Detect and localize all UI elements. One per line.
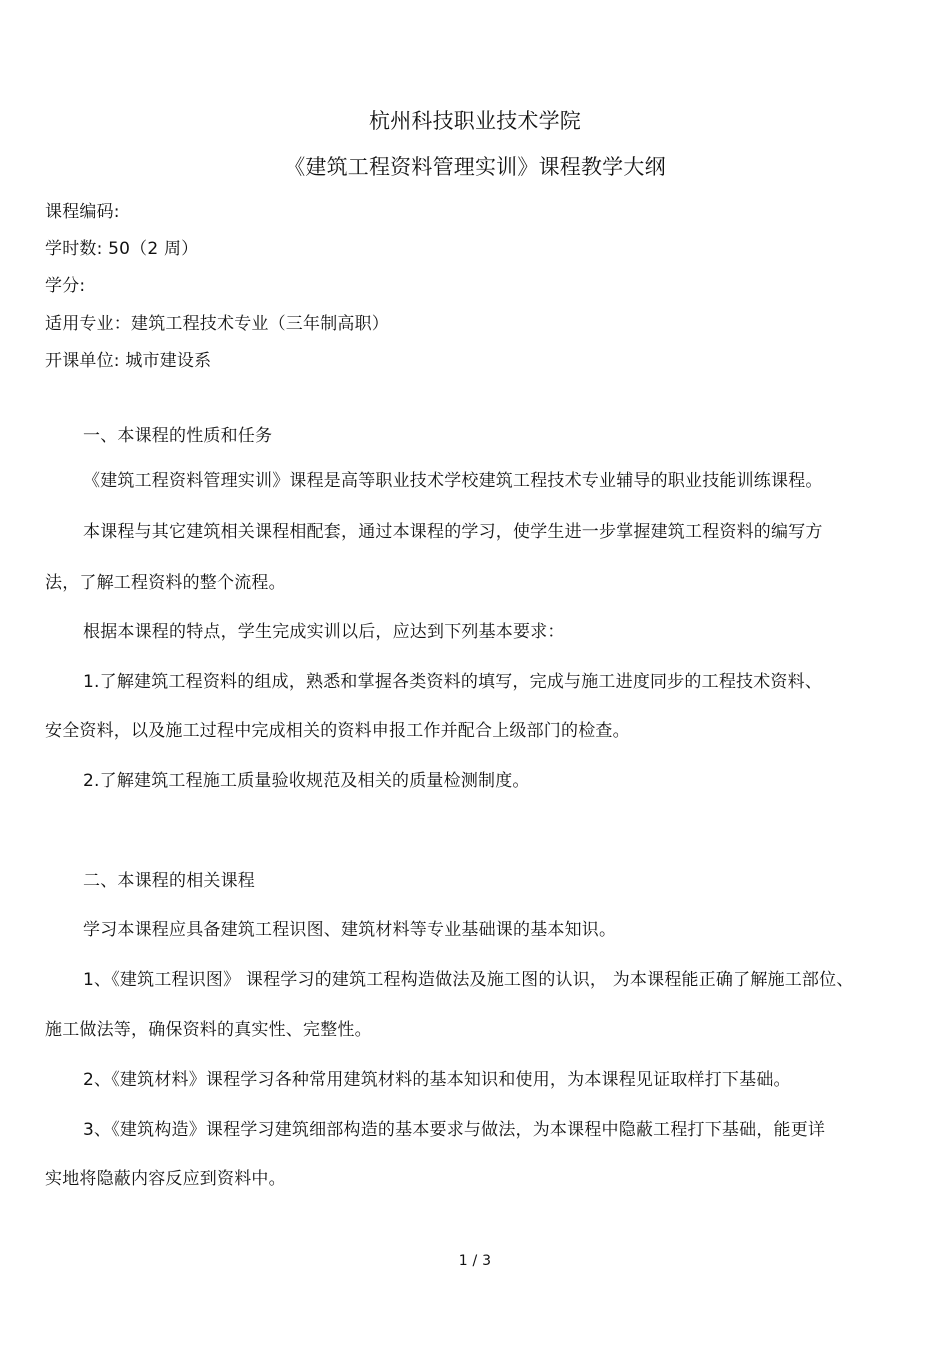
applicable-major: 适用专业：建筑工程技术专业（三年制高职） xyxy=(45,314,389,334)
offering-department: 开课单位: 城市建设系 xyxy=(45,351,212,371)
section2-item2: 2、《建筑材料》课程学习各种常用建筑材料的基本知识和使用，为本课程见证取样打下基础。 xyxy=(83,1070,791,1090)
section2-item3-line1: 3、《建筑构造》课程学习建筑细部构造的基本要求与做法，为本课程中隐蔽工程打下基础，能更详 xyxy=(83,1120,826,1140)
section2-item1-line1: 1、《建筑工程识图》 课程学习的建筑工程构造做法及施工图的认识， 为本课程能正确了解施工部位、 xyxy=(83,970,854,990)
section1-paragraph2-line2: 法，了解工程资料的整个流程。 xyxy=(45,573,286,593)
section1-item1-line2: 安全资料，以及施工过程中完成相关的资料申报工作并配合上级部门的检查。 xyxy=(45,721,630,741)
section1-paragraph1: 《建筑工程资料管理实训》课程是高等职业技术学校建筑工程技术专业辅导的职业技能训练课程。 xyxy=(83,471,823,491)
section2-heading: 二、本课程的相关课程 xyxy=(83,871,255,891)
section1-item2: 2.了解建筑工程施工质量验收规范及相关的质量检测制度。 xyxy=(83,771,530,791)
page-number: 1 / 3 xyxy=(458,1253,492,1269)
document-title: 《建筑工程资料管理实训》课程教学大纲 xyxy=(284,155,666,179)
section1-paragraph2-line1: 本课程与其它建筑相关课程相配套，通过本课程的学习，使学生进一步掌握建筑工程资料的编写方 xyxy=(83,522,823,542)
course-credit: 学分: xyxy=(45,276,86,296)
section1-item1-line1: 1.了解建筑工程资料的组成，熟悉和掌握各类资料的填写，完成与施工进度同步的工程技术资料、 xyxy=(83,672,823,692)
section2-intro: 学习本课程应具备建筑工程识图、建筑材料等专业基础课的基本知识。 xyxy=(83,920,617,940)
section2-item1-line2: 施工做法等，确保资料的真实性、完整性。 xyxy=(45,1020,372,1040)
course-code: 课程编码: xyxy=(45,202,120,222)
section1-paragraph3: 根据本课程的特点，学生完成实训以后，应达到下列基本要求： xyxy=(83,622,565,642)
section2-item3-line2: 实地将隐蔽内容反应到资料中。 xyxy=(45,1169,286,1189)
school-name: 杭州科技职业技术学院 xyxy=(369,109,581,133)
course-hours: 学时数: 50（2 周） xyxy=(45,239,199,259)
section1-heading: 一、本课程的性质和任务 xyxy=(83,426,273,446)
